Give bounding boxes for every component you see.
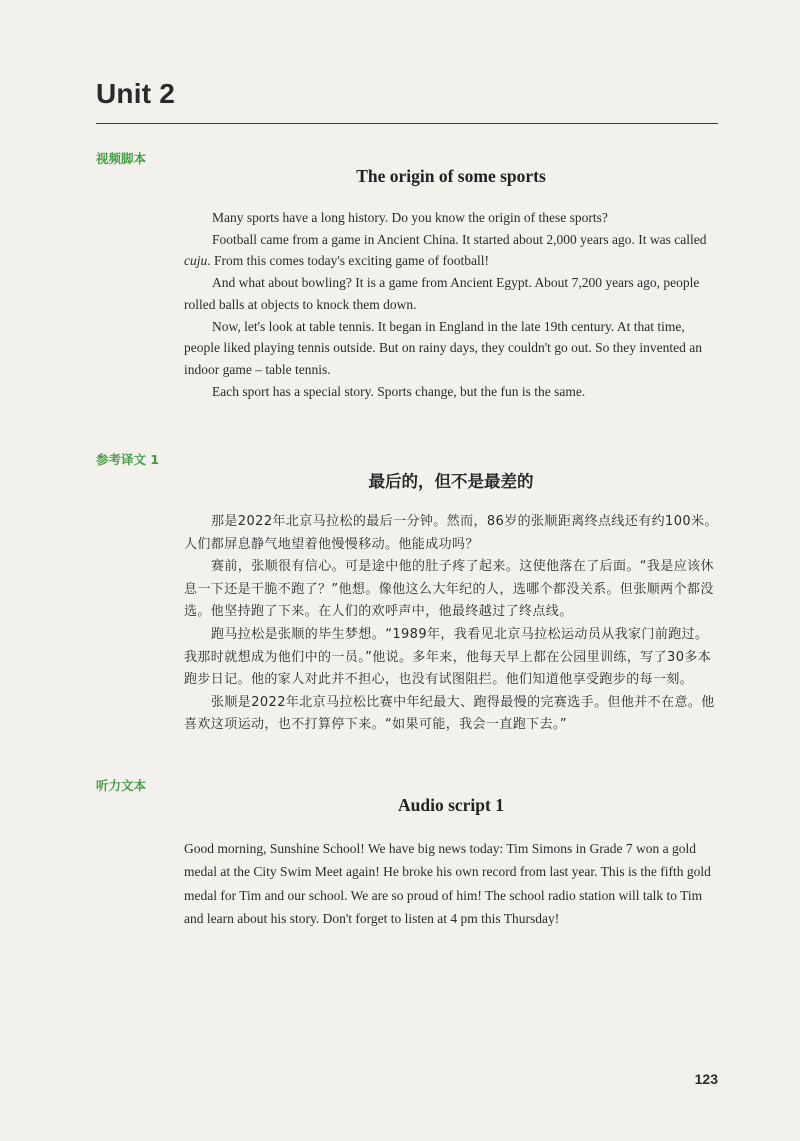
paragraph: Good morning, Sunshine School! We have big news today: Tim Simons in Grade 7 won a gold medal at the City Swim Meet again! He broke his own record from last year. This is the fifth gold medal for Tim and our school. We are so proud of him! The school radio station will talk to Tim and learn about his story. Don't forget to listen at 4 pm this Thursday!: [184, 841, 711, 926]
paragraph: And what about bowling? It is a game from Ancient Egypt. About 7,200 years ago, people rolled balls at objects to knock them down.: [184, 275, 700, 312]
paragraph: 跑马拉松是张顺的毕生梦想。“1989年，我看见北京马拉松运动员从我家门前跑过。我那时就想成为他们中的一员。”他说。多年来，他每天早上都在公园里训练，写了30多本跑步日记。他的家人对此并不担心，也没有试图阻拦。他们知道他享受跑步的每一刻。: [184, 626, 712, 688]
section-label-listening: 听力文本: [96, 778, 147, 793]
translation-body: [184, 511, 718, 737]
paragraph: Now, let's look at table tennis. It began in England in the late 19th century. At that time, people liked playing tennis outside. But on rainy days, they couldn't go out. So they invented an indoor game – table tennis.: [184, 318, 702, 377]
page-number: 123: [694, 1071, 718, 1087]
video-script-title: The origin of some sports: [356, 166, 546, 186]
section-label-translation: 参考译文 1: [96, 452, 160, 467]
audio-script-title: Audio script 1: [398, 795, 504, 815]
paragraph: 赛前，张顺很有信心。可是途中他的肚子疼了起来。这使他落在了后面。“我是应该休息一下还是干脆不跑了？”他想。像他这么大年纪的人，选哪个都没关系。但张顺两个都没选。他坚持跑了下来。在人们的欢呼声中，他最终越过了终点线。: [184, 559, 714, 620]
unit-title: Unit 2: [96, 78, 175, 109]
video-script-body: [184, 207, 718, 402]
header-rule: [96, 123, 718, 124]
italic-term: cuju: [184, 253, 208, 269]
paragraph: Many sports have a long history. Do you know the origin of these sports?: [212, 210, 608, 225]
audio-script-body: [184, 837, 718, 930]
text: . From this comes today's exciting game of football!: [207, 253, 490, 269]
text: Football came from a game in Ancient China. It started about 2,000 years ago. It was called: [212, 231, 707, 247]
section-label-video-script: 视频脚本: [96, 151, 147, 166]
translation-title: 最后的，但不是最差的: [368, 472, 534, 491]
paragraph: Each sport has a special story. Sports change, but the fun is the same.: [212, 383, 586, 399]
paragraph: [184, 229, 718, 272]
paragraph: 张顺是2022年北京马拉松比赛中年纪最大、跑得最慢的完赛选手。但他并不在意。他喜欢这项运动，也不打算停下来。“如果可能，我会一直跑下去。”: [184, 694, 715, 733]
paragraph: 那是2022年北京马拉松的最后一分钟。然而，86岁的张顺距离终点线还有约100米。人们都屏息静气地望着他慢慢移动。他能成功吗？: [184, 514, 718, 552]
